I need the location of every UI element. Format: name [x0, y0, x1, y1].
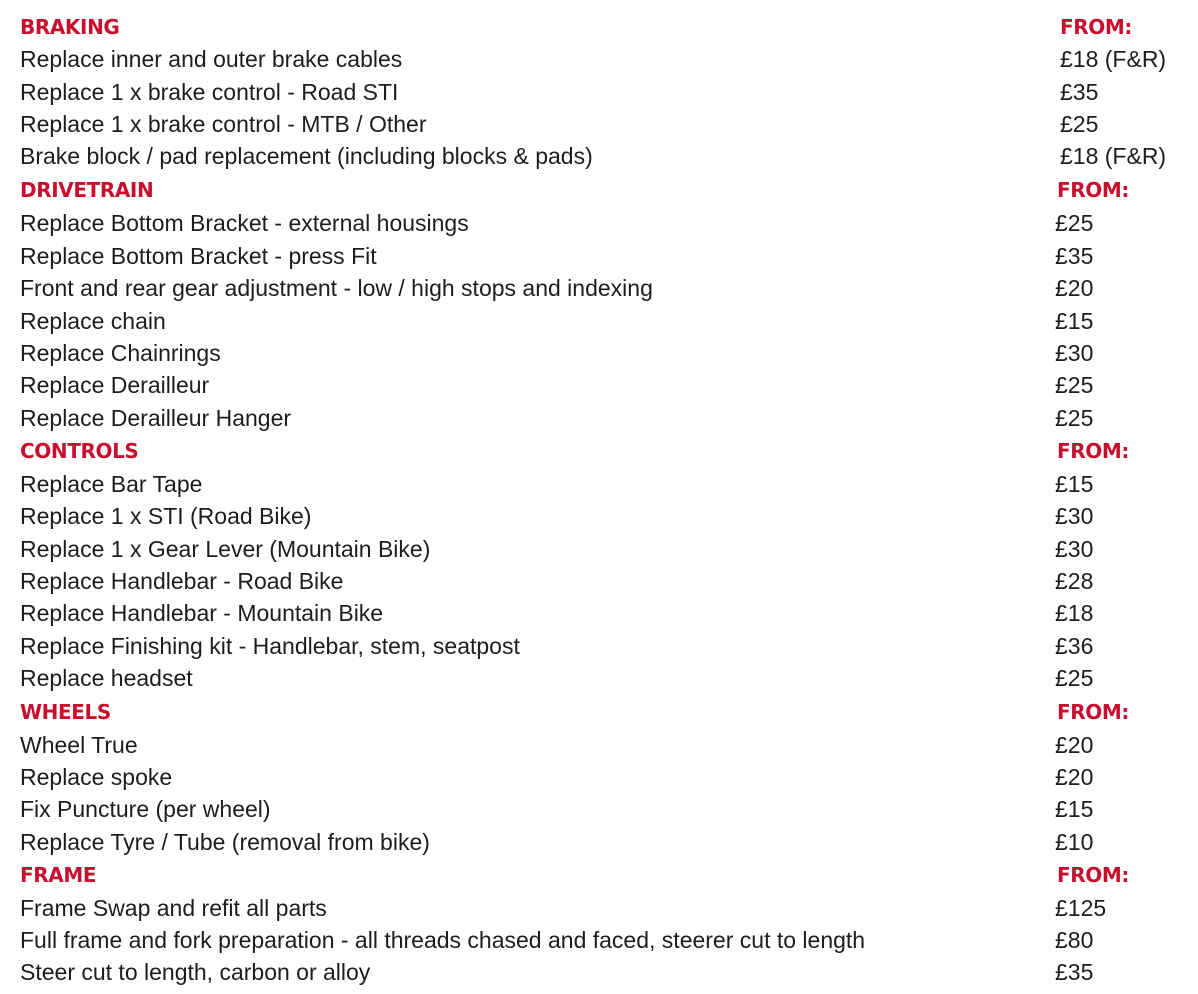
- service-name: Replace 1 x brake control - MTB / Other: [20, 111, 427, 137]
- service-price: £20: [1055, 275, 1094, 301]
- service-price: £15: [1055, 308, 1094, 334]
- from-label: FROM:: [1057, 700, 1129, 724]
- service-row: [0, 108, 1198, 140]
- service-name: Replace spoke: [20, 764, 173, 790]
- section-heading-drivetrain: [0, 174, 1198, 206]
- service-name: Replace 1 x Gear Lever (Mountain Bike): [20, 536, 431, 562]
- service-row: [0, 500, 1198, 532]
- service-row: [0, 630, 1198, 662]
- service-row: [0, 240, 1198, 272]
- section-title: WHEELS: [20, 700, 111, 724]
- service-name: Full frame and fork preparation - all threads chased and faced, steerer cut to length: [20, 927, 866, 953]
- service-row: [0, 729, 1198, 761]
- service-name: Front and rear gear adjustment - low / high stops and indexing: [20, 275, 653, 301]
- service-row: [0, 468, 1198, 500]
- service-name: Frame Swap and refit all parts: [20, 895, 327, 921]
- service-name: Replace 1 x STI (Road Bike): [20, 503, 312, 529]
- service-price: £30: [1055, 340, 1094, 366]
- service-name: Brake block / pad replacement (including blocks & pads): [20, 143, 593, 169]
- service-row: [0, 43, 1198, 75]
- from-label: FROM:: [1057, 863, 1129, 887]
- service-row: [0, 337, 1198, 369]
- service-name: Steer cut to length, carbon or alloy: [20, 959, 371, 985]
- service-row: [0, 924, 1198, 956]
- service-name: Replace Bar Tape: [20, 471, 203, 497]
- service-row: [0, 793, 1198, 825]
- from-label: FROM:: [1057, 439, 1129, 463]
- from-label: FROM:: [1057, 178, 1129, 202]
- section-heading-braking: [0, 11, 1198, 43]
- section-title: BRAKING: [20, 15, 120, 39]
- service-price: £25: [1055, 210, 1094, 236]
- service-row: [0, 956, 1198, 988]
- service-price: £10: [1055, 829, 1094, 855]
- service-price: £15: [1055, 796, 1094, 822]
- service-row: [0, 76, 1198, 108]
- service-row: [0, 565, 1198, 597]
- service-price: £35: [1055, 243, 1094, 269]
- section-heading-frame: [0, 859, 1198, 891]
- section-title: DRIVETRAIN: [20, 178, 154, 202]
- service-price: £20: [1055, 764, 1094, 790]
- service-name: Replace Finishing kit - Handlebar, stem, seatpost: [20, 633, 520, 659]
- service-row: [0, 207, 1198, 239]
- from-label: FROM:: [1060, 15, 1132, 39]
- service-row: [0, 140, 1198, 172]
- service-price: £18 (F&R): [1060, 46, 1167, 72]
- service-name: Replace 1 x brake control - Road STI: [20, 79, 399, 105]
- service-price: £30: [1055, 503, 1094, 529]
- service-price: £30: [1055, 536, 1094, 562]
- service-name: Replace Bottom Bracket - press Fit: [20, 243, 377, 269]
- service-row: [0, 761, 1198, 793]
- service-price: £25: [1055, 405, 1094, 431]
- service-price: £35: [1060, 79, 1099, 105]
- section-title: CONTROLS: [20, 439, 139, 463]
- service-name: Replace chain: [20, 308, 166, 334]
- section-heading-controls: [0, 435, 1198, 467]
- section-heading-wheels: [0, 696, 1198, 728]
- service-price: £25: [1060, 111, 1099, 137]
- service-price: £35: [1055, 959, 1094, 985]
- service-price: £18 (F&R): [1060, 143, 1167, 169]
- service-row: [0, 305, 1198, 337]
- section-title: FRAME: [20, 863, 97, 887]
- service-name: Replace headset: [20, 665, 193, 691]
- service-name: Replace Tyre / Tube (removal from bike): [20, 829, 430, 855]
- service-name: Replace inner and outer brake cables: [20, 46, 403, 72]
- service-price: £125: [1055, 895, 1107, 921]
- service-row: [0, 597, 1198, 629]
- service-name: Fix Puncture (per wheel): [20, 796, 271, 822]
- service-price: £18: [1055, 600, 1094, 626]
- service-name: Replace Derailleur: [20, 372, 210, 398]
- service-price: £25: [1055, 665, 1094, 691]
- service-price: £15: [1055, 471, 1094, 497]
- service-name: Wheel True: [20, 732, 138, 758]
- service-row: [0, 662, 1198, 694]
- service-row: [0, 826, 1198, 858]
- service-name: Replace Handlebar - Mountain Bike: [20, 600, 384, 626]
- service-name: Replace Chainrings: [20, 340, 221, 366]
- service-price: £28: [1055, 568, 1094, 594]
- service-price: £36: [1055, 633, 1094, 659]
- service-name: Replace Bottom Bracket - external housings: [20, 210, 469, 236]
- service-price: £20: [1055, 732, 1094, 758]
- service-row: [0, 533, 1198, 565]
- service-row: [0, 369, 1198, 401]
- service-name: Replace Derailleur Hanger: [20, 405, 292, 431]
- service-price: £25: [1055, 372, 1094, 398]
- service-row: [0, 402, 1198, 434]
- service-name: Replace Handlebar - Road Bike: [20, 568, 344, 594]
- service-price: £80: [1055, 927, 1094, 953]
- service-row: [0, 892, 1198, 924]
- service-row: [0, 272, 1198, 304]
